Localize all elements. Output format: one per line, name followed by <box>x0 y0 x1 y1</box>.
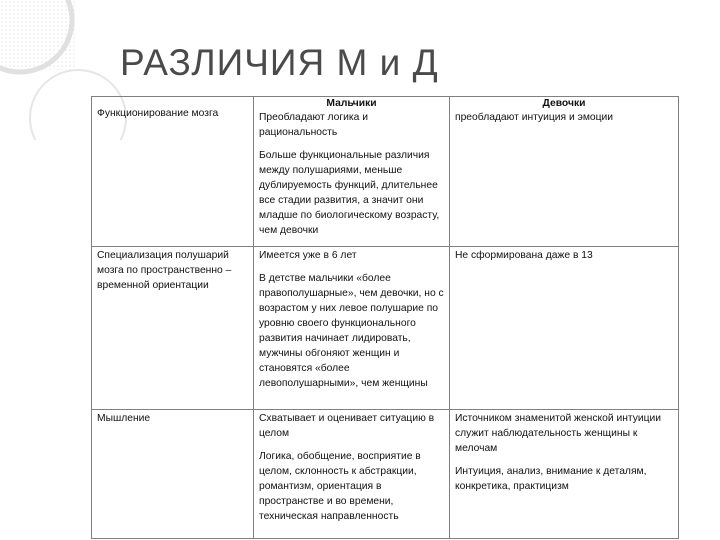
table-row <box>92 410 679 539</box>
girls-cell <box>450 247 679 410</box>
cell-text: преобладают интуиция и эмоции <box>455 112 614 123</box>
girls-cell <box>450 97 679 247</box>
table-row <box>92 97 679 247</box>
header-girls: Девочки <box>542 98 586 109</box>
boys-cell <box>254 247 450 410</box>
row-label-cell <box>92 410 254 539</box>
row-label: Функционирование мозга <box>97 108 219 119</box>
comparison-table <box>91 96 679 539</box>
row-label-cell <box>92 247 254 410</box>
cell-text: Логика, обобщение, восприятие в целом, склонность к абстракции, романтизм, ориентация в пространстве и во времени, техническая направленность <box>259 451 421 522</box>
header-boys: Мальчики <box>326 98 377 109</box>
cell-text: В детстве мальчики «более правополушарные», чем девочки, но с возрастом у них левое полушарие по уровню своего функционального развития начинает лидировать, мужчины обгоняют женщин и становятся «более левополушарными», чем женщины <box>259 273 444 389</box>
boys-cell <box>254 97 450 247</box>
boys-cell <box>254 410 450 539</box>
cell-text: Больше функциональные различия между полушариями, меньше дублируемость функций, длительнее все стадии развития, а значит они младше по биологическому возрасту, чем девочки <box>259 150 440 236</box>
row-label: Специализация полушарий мозга по пространственно – временной ориентации <box>97 250 232 291</box>
cell-text: Не сформирована даже в 13 <box>455 250 593 261</box>
cell-text: Схватывает и оценивает ситуацию в целом <box>259 413 435 439</box>
cell-text: Имеется уже в 6 лет <box>259 250 357 261</box>
girls-cell <box>450 410 679 539</box>
table-row <box>92 247 679 410</box>
slide-title: РАЗЛИЧИЯ М и Д <box>120 42 439 83</box>
cell-text: Источником знаменитой женской интуиции служит наблюдательность женщины к мелочам <box>455 413 662 454</box>
row-label-cell <box>92 97 254 247</box>
cell-text: Преобладают логика и рациональность <box>259 112 368 138</box>
cell-text: Интуиция, анализ, внимание к деталям, конкретика, практицизм <box>455 466 647 492</box>
row-label: Мышление <box>97 413 151 424</box>
